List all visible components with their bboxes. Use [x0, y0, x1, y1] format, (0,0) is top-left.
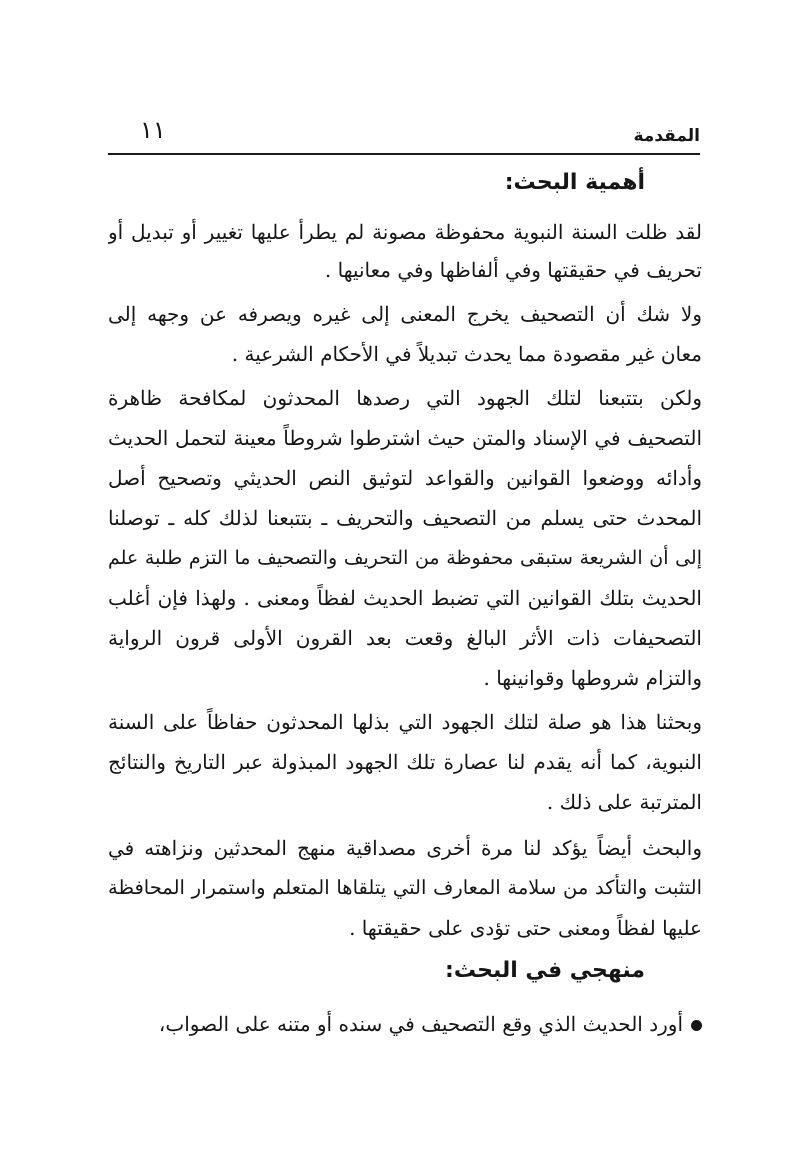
- text-line: لقد ظلت السنة النبوية محفوظة مصونة لم يطرأ عليها تغيير أو تبديل أو: [108, 220, 702, 244]
- text-line: تحريف في حقيقتها وفي ألفاظها وفي معانيها .: [324, 258, 702, 282]
- chapter-title: المقدمة: [633, 126, 700, 146]
- text-line: معان غير مقصودة مما يحدث تبديلاً في الأحكام الشرعية .: [231, 342, 702, 366]
- text-line: عليها لفظاً ومعنى حتى تؤدى على حقيقتها .: [349, 916, 702, 940]
- text-line: التثبت والتأكد من سلامة المعارف التي يتلقاها المتعلم واستمرار المحافظة: [108, 876, 702, 899]
- text-line: ولكن بتتبعنا لتلك الجهود التي رصدها المحدثون لمكافحة ظاهرة: [108, 386, 702, 410]
- bullet-text: أورد الحديث الذي وقع التصحيف في سنده أو متنه على الصواب،: [158, 1012, 683, 1036]
- section-heading-methodology: منهجي في البحث:: [445, 958, 645, 983]
- text-line: النبوية، كما أنه يقدم لنا عصارة تلك الجهود المبذولة عبر التاريخ والنتائج: [108, 750, 702, 774]
- text-line: وأدائه ووضعوا القوانين والقواعد لتوثيق النص الحديثي وتصحيح أصل: [108, 466, 702, 490]
- bullet-item: [108, 1010, 702, 1038]
- text-line: التصحيفات ذات الأثر البالغ وقعت بعد القرون الأولى قرون الرواية: [108, 626, 702, 650]
- text-line: المترتبة على ذلك .: [546, 790, 702, 814]
- page-number: ١١: [140, 116, 166, 144]
- header-rule: [108, 153, 700, 155]
- text-line: والبحث أيضاً يؤكد لنا مرة أخرى مصداقية منهج المحدثين ونزاهته في: [108, 836, 702, 860]
- text-line: ولا شك أن التصحيف يخرج المعنى إلى غيره ويصرفه عن وجهه إلى: [108, 302, 702, 326]
- text-line: إلى أن الشريعة ستبقى محفوظة من التحريف والتصحيف ما التزم طلبة علم: [108, 547, 702, 569]
- text-line: التصحيف في الإسناد والمتن حيث اشترطوا شروطاً معينة لتحمل الحديث: [108, 426, 702, 450]
- page-header: [108, 112, 700, 156]
- text-line: المحدث حتى يسلم من التصحيف والتحريف ـ بتتبعنا لذلك كله ـ توصلنا: [108, 506, 702, 530]
- bullet-dot-icon: [691, 1020, 702, 1031]
- text-line: الحديث بتلك القوانين التي تضبط الحديث لفظاً ومعنى . ولهذا فإن أغلب: [108, 586, 702, 610]
- text-line: وبحثنا هذا هو صلة لتلك الجهود التي بذلها المحدثون حفاظاً على السنة: [108, 710, 702, 734]
- section-heading-importance: أهمية البحث:: [504, 170, 645, 195]
- text-line: والتزام شروطها وقوانينها .: [483, 666, 702, 690]
